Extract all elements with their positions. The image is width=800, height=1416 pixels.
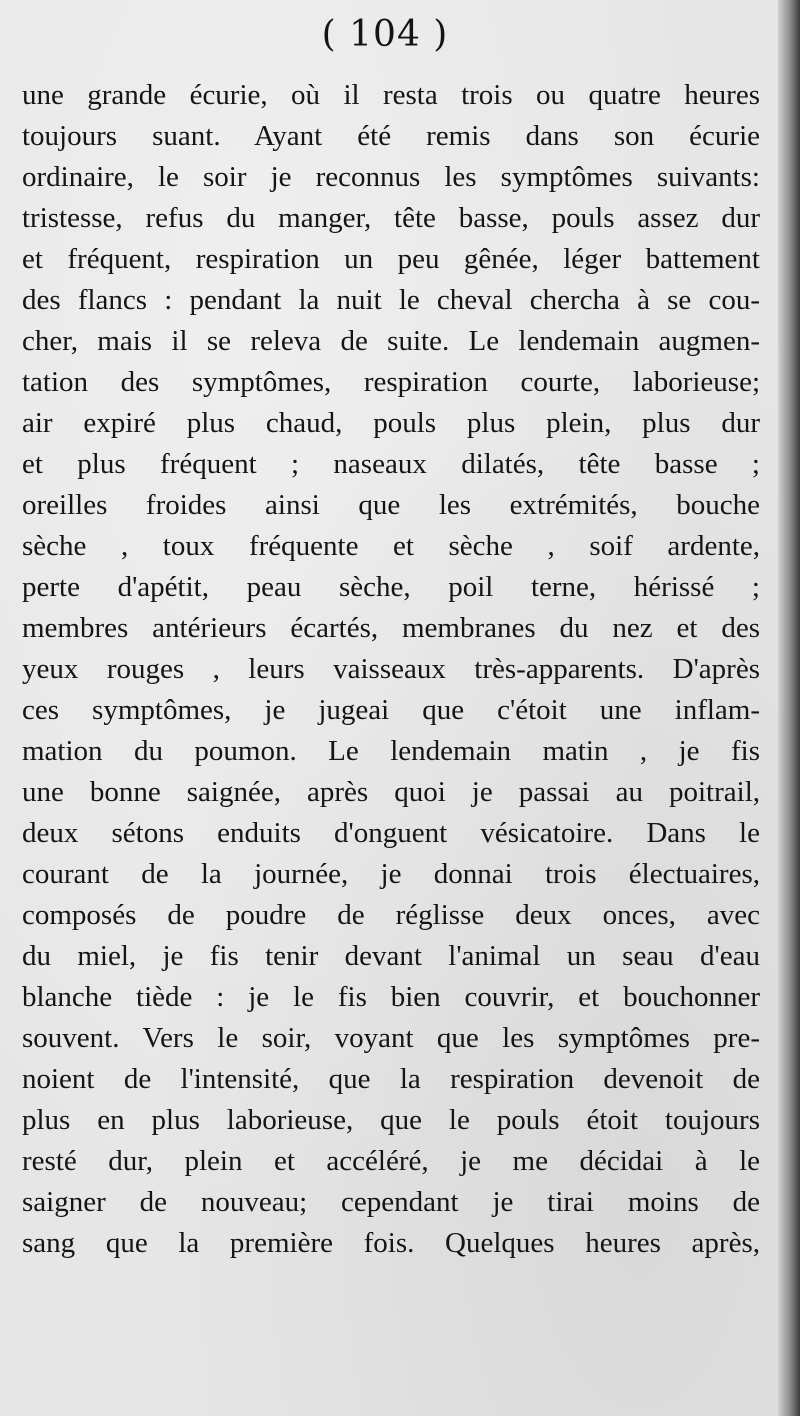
- text-line: resté dur, plein et accéléré, je me décidai à le: [22, 1145, 760, 1177]
- body-text: [22, 75, 760, 1264]
- text-line: des flancs : pendant la nuit le cheval chercha à se cou-: [22, 284, 760, 316]
- text-line: tation des symptômes, respiration courte, laborieuse;: [22, 366, 760, 398]
- text-line: saigner de nouveau; cependant je tirai moins de: [22, 1186, 760, 1218]
- text-line: composés de poudre de réglisse deux onces, avec: [22, 899, 760, 931]
- text-line: et fréquent, respiration un peu gênée, léger battement: [22, 243, 760, 275]
- text-line: tristesse, refus du manger, tête basse, pouls assez dur: [22, 202, 760, 234]
- text-line: mation du poumon. Le lendemain matin , je fis: [22, 735, 760, 767]
- text-line: cher, mais il se releva de suite. Le lendemain augmen-: [22, 325, 760, 357]
- text-line: sang que la première fois. Quelques heures après,: [22, 1227, 760, 1259]
- text-line: ces symptômes, je jugeai que c'étoit une inflam-: [22, 694, 760, 726]
- text-line: yeux rouges , leurs vaisseaux très-apparents. D'après: [22, 653, 760, 685]
- page-number: ( 104 ): [321, 14, 449, 55]
- text-line: plus en plus laborieuse, que le pouls étoit toujours: [22, 1104, 760, 1136]
- text-line: une grande écurie, où il resta trois ou quatre heures: [22, 79, 760, 111]
- text-line: ordinaire, le soir je reconnus les symptômes suivants:: [22, 161, 760, 193]
- text-line: oreilles froides ainsi que les extrémités, bouche: [22, 489, 760, 521]
- text-line: courant de la journée, je donnai trois électuaires,: [22, 858, 760, 890]
- text-line: membres antérieurs écartés, membranes du nez et des: [22, 612, 760, 644]
- text-line: et plus fréquent ; naseaux dilatés, tête basse ;: [22, 448, 760, 480]
- text-line: deux sétons enduits d'onguent vésicatoire. Dans le: [22, 817, 760, 849]
- text-line: toujours suant. Ayant été remis dans son écurie: [22, 120, 760, 152]
- text-line: souvent. Vers le soir, voyant que les symptômes pre-: [22, 1022, 760, 1054]
- text-line: une bonne saignée, après quoi je passai au poitrail,: [22, 776, 760, 808]
- page-edge-shadow: [778, 0, 800, 1416]
- text-line: perte d'apétit, peau sèche, poil terne, hérissé ;: [22, 571, 760, 603]
- text-line: sèche , toux fréquente et sèche , soif ardente,: [22, 530, 760, 562]
- text-line: blanche tiède : je le fis bien couvrir, et bouchonner: [22, 981, 760, 1013]
- text-line: noient de l'intensité, que la respiration devenoit de: [22, 1063, 760, 1095]
- text-line: air expiré plus chaud, pouls plus plein, plus dur: [22, 407, 760, 439]
- text-line: du miel, je fis tenir devant l'animal un seau d'eau: [22, 940, 760, 972]
